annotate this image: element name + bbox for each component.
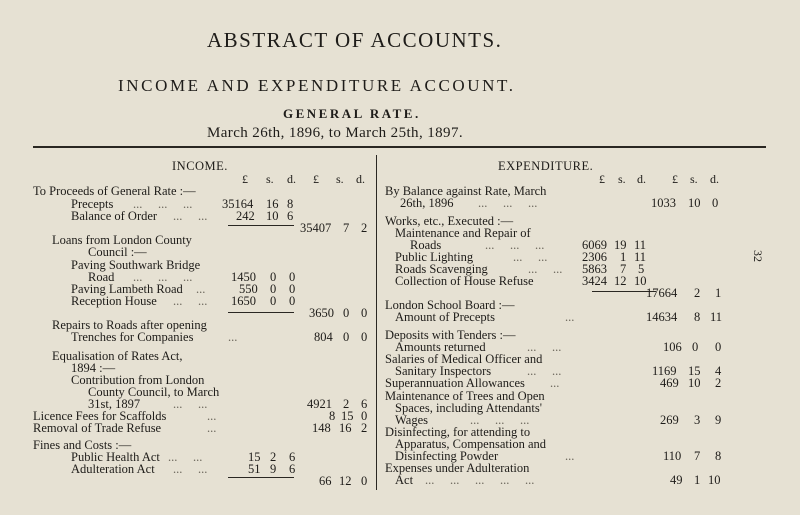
amount-pounds: 4921: [307, 397, 332, 411]
amount-shillings: 0: [692, 340, 699, 354]
leader-dots: ... ...: [173, 209, 208, 223]
amount-pounds: 469: [660, 376, 679, 390]
amount-pounds: 106: [663, 340, 682, 354]
expenditure-col-shillings-2: s.: [690, 172, 698, 186]
income-subtotal-rule: [228, 225, 294, 226]
amount-pounds: 1033: [651, 196, 676, 210]
income-line: Licence Fees for Scaffolds: [33, 409, 167, 423]
amount-pounds: 14634: [646, 310, 678, 324]
amount-pence: 0: [361, 306, 368, 320]
amount-shillings: 2: [694, 286, 701, 300]
leader-dots: ... ... ...: [133, 270, 193, 284]
amount-pounds: 2306: [582, 250, 607, 264]
amount-pence: 10: [708, 473, 721, 487]
amount-shillings: 7: [694, 449, 701, 463]
amount-shillings: 2: [343, 397, 350, 411]
income-line: Removal of Trade Refuse: [33, 421, 162, 435]
income-heading: INCOME.: [172, 159, 228, 173]
expenditure-line: Disinfecting, for attending to: [385, 425, 531, 439]
column-divider: [376, 155, 377, 490]
amount-shillings: 15: [688, 364, 701, 378]
amount-pence: 6: [289, 462, 296, 476]
amount-shillings: 19: [614, 238, 627, 252]
amount-pounds: 1650: [231, 294, 256, 308]
income-line: Council :—: [88, 245, 147, 259]
expenditure-line: Maintenance of Trees and Open: [385, 389, 545, 403]
expenditure-line: Maintenance and Repair of: [395, 226, 531, 240]
leader-dots: ... ...: [173, 462, 208, 476]
income-subtotal-rule: [228, 477, 294, 478]
expenditure-line: Roads Scavenging: [395, 262, 488, 276]
expenditure-line: Superannuation Allowances: [385, 376, 525, 390]
amount-pounds: 51: [248, 462, 261, 476]
expenditure-col-pounds-2: £: [672, 172, 678, 186]
amount-pence: 11: [634, 238, 647, 252]
income-line: To Proceeds of General Rate :—: [33, 184, 196, 198]
leader-dots: ... ...: [173, 397, 208, 411]
income-line: 1894 :—: [71, 361, 116, 375]
amount-pounds: 6069: [582, 238, 607, 252]
expenditure-line: Spaces, including Attendants': [395, 401, 543, 415]
income-col-pence-2: d.: [356, 172, 365, 186]
amount-shillings: 7: [343, 221, 350, 235]
leader-dots: ... ... ...: [485, 238, 545, 252]
leader-dots: ...: [228, 330, 238, 344]
income-line: Paving Southwark Bridge: [71, 258, 201, 272]
income-line: Paving Lambeth Road: [71, 282, 183, 296]
amount-pounds: 242: [236, 209, 255, 223]
amount-pounds: 110: [663, 449, 682, 463]
amount-pounds: 269: [660, 413, 679, 427]
amount-pence: 0: [361, 330, 368, 344]
expenditure-col-shillings-1: s.: [618, 172, 626, 186]
amount-shillings: 1: [694, 473, 701, 487]
expenditure-line: By Balance against Rate, March: [385, 184, 547, 198]
leader-dots: ...: [550, 376, 560, 390]
amount-pounds: 3650: [309, 306, 334, 320]
amount-pence: 4: [715, 364, 722, 378]
amount-shillings: 0: [270, 294, 277, 308]
amount-shillings: 12: [339, 474, 352, 488]
amount-pounds: 1450: [231, 270, 256, 284]
expenditure-line: Deposits with Tenders :—: [385, 328, 516, 342]
amount-shillings: 10: [688, 196, 701, 210]
amount-pence: 0: [715, 340, 722, 354]
income-line: Repairs to Roads after opening: [52, 318, 207, 332]
amount-shillings: 16: [266, 197, 279, 211]
amount-pence: 2: [361, 421, 368, 435]
page-number: 32: [751, 250, 765, 262]
income-col-pence-1: d.: [287, 172, 296, 186]
income-line: 31st, 1897: [88, 397, 141, 411]
amount-pounds: 804: [314, 330, 333, 344]
amount-pounds: 8: [329, 409, 336, 423]
expenditure-line: Apparatus, Compensation and: [395, 437, 547, 451]
leader-dots: ... ... ...: [470, 413, 530, 427]
income-col-pounds-2: £: [313, 172, 319, 186]
amount-shillings: 0: [270, 282, 277, 296]
amount-shillings: 7: [620, 262, 627, 276]
leader-dots: ... ... ...: [133, 197, 193, 211]
amount-shillings: 1: [620, 250, 627, 264]
amount-shillings: 9: [270, 462, 277, 476]
amount-pence: 8: [715, 449, 722, 463]
expenditure-heading: EXPENDITURE.: [498, 159, 594, 173]
expenditure-col-pounds-1: £: [599, 172, 605, 186]
expenditure-line: 26th, 1896: [400, 196, 454, 210]
amount-pence: 0: [289, 282, 296, 296]
page-title: ABSTRACT OF ACCOUNTS.: [207, 28, 503, 52]
amount-pence: 11: [710, 310, 723, 324]
amount-pence: 1: [715, 286, 722, 300]
leader-dots: ...: [207, 409, 217, 423]
income-subtotal-rule: [228, 312, 294, 313]
leader-dots: ... ... ... ... ...: [425, 473, 535, 487]
leader-dots: ...: [196, 282, 206, 296]
leader-dots: ... ...: [527, 340, 562, 354]
expenditure-line: Wages: [395, 413, 429, 427]
amount-shillings: 15: [341, 409, 354, 423]
amount-shillings: 10: [266, 209, 279, 223]
leader-dots: ... ... ...: [478, 196, 538, 210]
period-label: March 26th, 1896, to March 25th, 1897.: [207, 125, 463, 141]
income-line: Adulteration Act: [71, 462, 155, 476]
amount-shillings: 12: [614, 274, 627, 288]
leader-dots: ...: [207, 421, 217, 435]
income-col-shillings-1: s.: [266, 172, 274, 186]
amount-pence: 0: [289, 270, 296, 284]
amount-pounds: 15: [248, 450, 261, 464]
expenditure-line: Roads: [410, 238, 442, 252]
amount-pence: 0: [289, 294, 296, 308]
amount-pence: 2: [361, 221, 368, 235]
leader-dots: ...: [565, 310, 575, 324]
rate-label: GENERAL RATE.: [283, 106, 421, 121]
amount-pounds: 550: [239, 282, 258, 296]
amount-shillings: 0: [343, 306, 350, 320]
expenditure-line: Public Lighting: [395, 250, 474, 264]
expenditure-line: Act: [395, 473, 414, 487]
amount-pence: 6: [289, 450, 296, 464]
amount-pence: 10: [634, 274, 647, 288]
amount-pence: 8: [287, 197, 294, 211]
expenditure-line: Amount of Precepts: [395, 310, 495, 324]
income-col-pounds-1: £: [242, 172, 248, 186]
income-line: Balance of Order: [71, 209, 158, 223]
amount-pounds: 17664: [646, 286, 678, 300]
amount-pence: 9: [715, 413, 722, 427]
header-rule: [33, 146, 766, 148]
expenditure-line: Disinfecting Powder: [395, 449, 499, 463]
income-line: Public Health Act: [71, 450, 160, 464]
expenditure-line: London School Board :—: [385, 298, 515, 312]
leader-dots: ... ...: [528, 262, 563, 276]
amount-pounds: 148: [312, 421, 331, 435]
amount-shillings: 3: [694, 413, 701, 427]
income-line: Loans from London County: [52, 233, 192, 247]
amount-pence: 6: [361, 397, 368, 411]
expenditure-col-pence-1: d.: [637, 172, 646, 186]
leader-dots: ... ...: [173, 294, 208, 308]
income-line: Road: [88, 270, 115, 284]
income-line: Equalisation of Rates Act,: [52, 349, 183, 363]
income-line: Reception House: [71, 294, 157, 308]
income-line: Contribution from London: [71, 373, 205, 387]
income-col-shillings-2: s.: [336, 172, 344, 186]
leader-dots: ...: [565, 449, 575, 463]
amount-shillings: 0: [343, 330, 350, 344]
expenditure-line: Expenses under Adulteration: [385, 461, 530, 475]
income-line: Trenches for Companies: [71, 330, 194, 344]
amount-pence: 5: [638, 262, 645, 276]
income-line: Precepts: [71, 197, 114, 211]
amount-pounds: 3424: [582, 274, 607, 288]
amount-pence: 2: [715, 376, 722, 390]
income-line: County Council, to March: [88, 385, 220, 399]
amount-pounds: 35164: [222, 197, 254, 211]
amount-pence: 11: [634, 250, 647, 264]
amount-shillings: 8: [694, 310, 701, 324]
expenditure-col-pence-2: d.: [710, 172, 719, 186]
leader-dots: ... ...: [527, 364, 562, 378]
expenditure-line: Salaries of Medical Officer and: [385, 352, 543, 366]
amount-pence: 0: [361, 409, 368, 423]
amount-pence: 0: [361, 474, 368, 488]
expenditure-line: Works, etc., Executed :—: [385, 214, 514, 228]
amount-shillings: 2: [270, 450, 277, 464]
amount-pounds: 1169: [652, 364, 677, 378]
amount-pounds: 35407: [300, 221, 332, 235]
account-subtitle: INCOME AND EXPENDITURE ACCOUNT.: [118, 76, 516, 95]
leader-dots: ... ...: [513, 250, 548, 264]
amount-shillings: 10: [688, 376, 701, 390]
amount-shillings: 16: [339, 421, 352, 435]
amount-shillings: 0: [270, 270, 277, 284]
amount-pounds: 5863: [582, 262, 607, 276]
amount-pounds: 66: [319, 474, 332, 488]
amount-pounds: 49: [670, 473, 683, 487]
expenditure-line: Amounts returned: [395, 340, 486, 354]
amount-pence: 0: [712, 196, 719, 210]
expenditure-line: Collection of House Refuse: [395, 274, 534, 288]
expenditure-line: Sanitary Inspectors: [395, 364, 492, 378]
amount-pence: 6: [287, 209, 294, 223]
leader-dots: ... ...: [168, 450, 203, 464]
income-line: Fines and Costs :—: [33, 438, 132, 452]
